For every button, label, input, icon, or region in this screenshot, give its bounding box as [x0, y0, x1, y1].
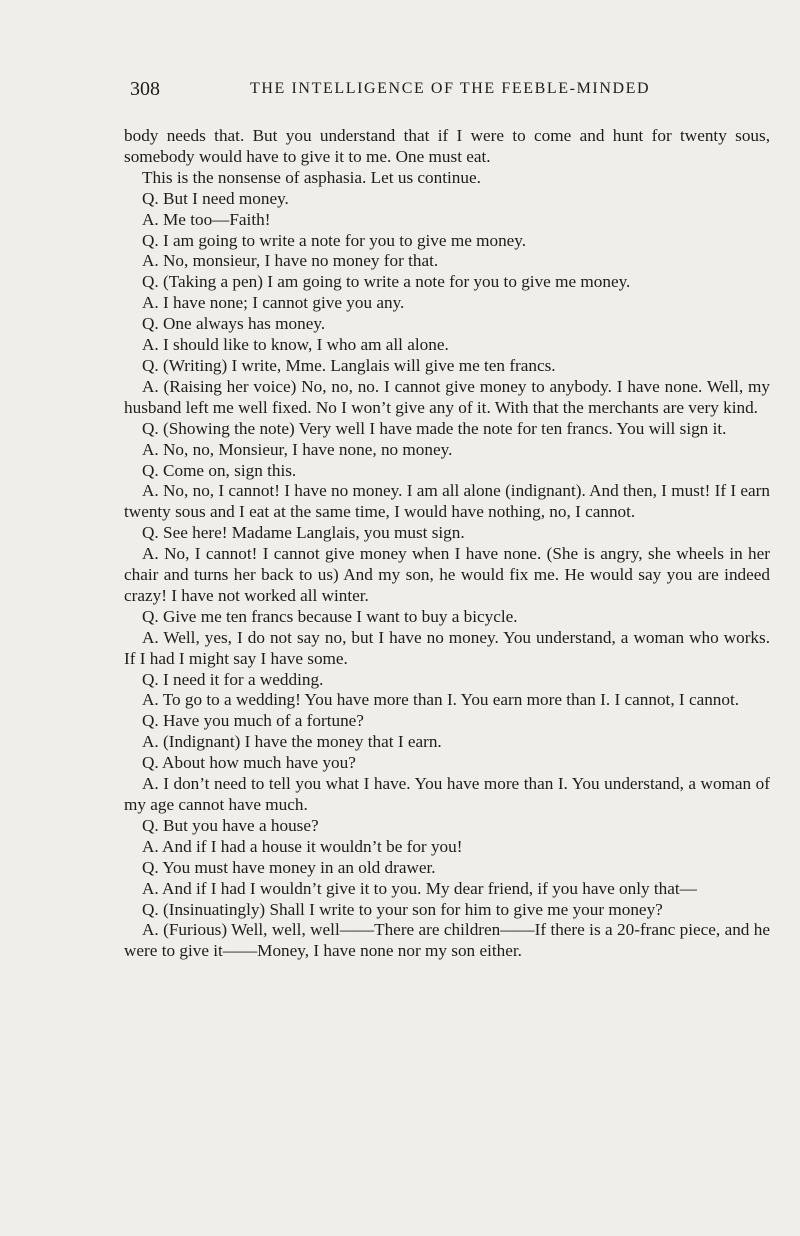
dialogue-paragraph: Q. I need it for a wedding.: [142, 669, 324, 689]
page-number: 308: [130, 78, 160, 100]
dialogue-line: Q. One always has money.: [142, 314, 326, 334]
dialogue-line: A. Me too—Faith!: [142, 209, 271, 229]
dialogue-line: Q. (Writing) I write, Mme. Langlais will give me ten francs.: [142, 355, 556, 375]
dialogue-paragraph: A. No, no, Monsieur, I have none, no money.: [142, 439, 453, 459]
dialogue-line: A. No, monsieur, I have no money for that.: [142, 251, 439, 271]
dialogue-paragraph: Q. About how much have you?: [142, 753, 356, 773]
running-head: THE INTELLIGENCE OF THE FEEBLE-MINDED: [250, 80, 651, 97]
dialogue-paragraph: Q. Come on, sign this.: [142, 460, 297, 480]
paragraph: body needs that. But you understand that if I were to come and hunt for twenty sous, somebody would have to give it to me. One must eat.: [124, 126, 770, 166]
dialogue-paragraph: A. Well, yes, I do not say no, but I have no money. You understand, a woman who works. If I had I might say I have some.: [124, 627, 770, 668]
dialogue-paragraph: A. No, no, I cannot! I have no money. I am all alone (indignant). And then, I must! If I earn twenty sous and I eat at the same time, I would have nothing, no, I cannot.: [124, 481, 770, 522]
dialogue-paragraph: Q. But you have a house?: [142, 815, 319, 835]
dialogue-line: Q. (Taking a pen) I am going to write a note for you to give me money.: [142, 272, 631, 292]
dialogue-paragraph: Q. (Showing the note) Very well I have made the note for ten francs. You will sign it.: [142, 418, 727, 438]
dialogue-paragraph: A. To go to a wedding! You have more than I. You earn more than I. I cannot, I cannot.: [142, 690, 740, 710]
dialogue-line: A. I have none; I cannot give you any.: [142, 293, 405, 313]
dialogue-line: Q. I am going to write a note for you to give me money.: [142, 230, 527, 250]
dialogue-paragraph: Q. (Insinuatingly) Shall I write to your son for him to give me your money?: [142, 899, 663, 919]
body-text: [124, 126, 770, 962]
dialogue-paragraph: Q. Have you much of a fortune?: [142, 711, 364, 731]
dialogue-paragraph: Q. Give me ten francs because I want to buy a bicycle.: [142, 606, 518, 626]
dialogue-line: A. I should like to know, I who am all alone.: [142, 335, 449, 355]
dialogue-paragraph: A. I don’t need to tell you what I have. You have more than I. You understand, a woman of my age cannot have much.: [124, 774, 770, 814]
dialogue-paragraph: A. No, I cannot! I cannot give money when I have none. (She is angry, she wheels in her chair and turns her back to us) And my son, he would fix me. He would say you are indeed crazy! I have not worked all winter.: [124, 544, 770, 605]
dialogue-paragraph: Q. You must have money in an old drawer.: [142, 857, 436, 877]
dialogue-paragraph: A. (Furious) Well, well, well——There are children——If there is a 20-franc piece, and he were to give it——Money, I have none nor my son either.: [124, 920, 770, 961]
page-header: [124, 78, 770, 102]
dialogue-line: Q. But I need money.: [142, 188, 289, 208]
dialogue-paragraph: A. And if I had a house it wouldn’t be for you!: [142, 836, 463, 856]
dialogue-paragraph: A. And if I had I wouldn’t give it to you. My dear friend, if you have only that—: [142, 878, 697, 898]
paragraph: This is the nonsense of asphasia. Let us continue.: [142, 167, 481, 187]
dialogue-paragraph: A. (Indignant) I have the money that I earn.: [142, 732, 442, 752]
dialogue-paragraph: A. (Raising her voice) No, no, no. I cannot give money to anybody. I have none. Well, my husband left me well fixed. No I won’t give any of it. With that the merchants are very kind.: [124, 376, 770, 417]
dialogue-paragraph: Q. See here! Madame Langlais, you must sign.: [142, 523, 465, 543]
